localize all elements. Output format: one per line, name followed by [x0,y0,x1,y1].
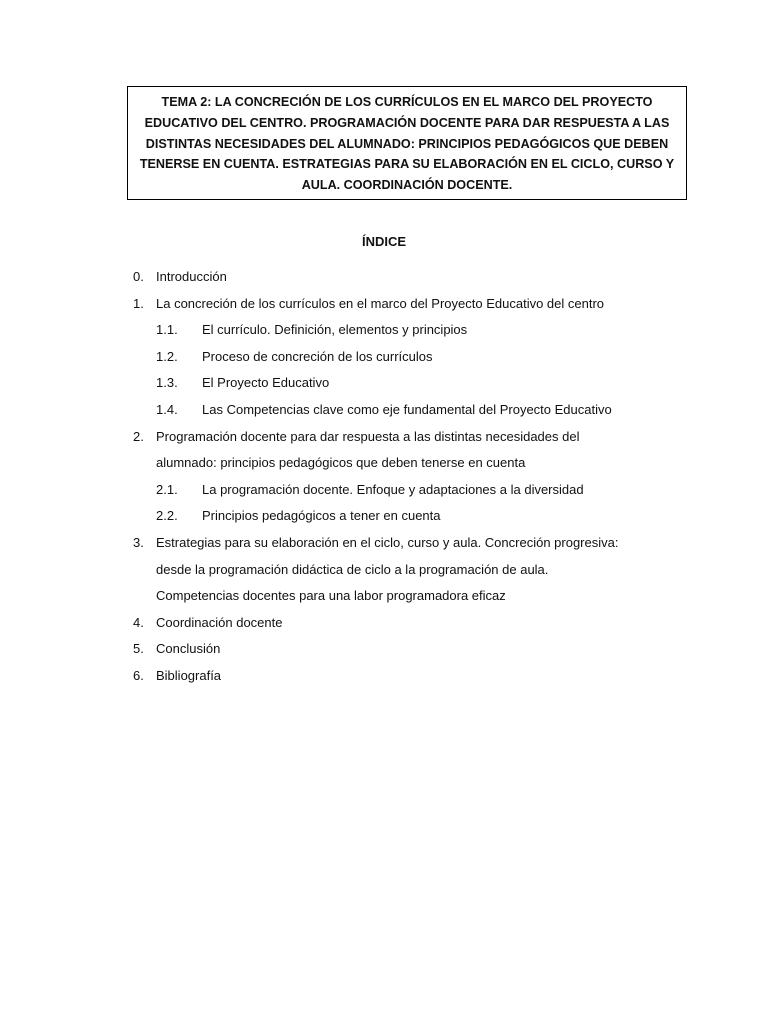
toc-entry-text: Conclusión [156,641,221,657]
title-line: TEMA 2: LA CONCRECIÓN DE LOS CURRÍCULOS EN EL MARCO DEL PROYECTO [161,95,653,109]
toc-entry-text: Principios pedagógicos a tener en cuenta [202,508,441,524]
document-title-box [127,86,687,200]
toc-entry-number: 1.3. [156,375,178,391]
toc-entry-text: alumnado: principios pedagógicos que deben tenerse en cuenta [156,455,526,471]
toc-entry-text: Proceso de concreción de los currículos [202,348,433,364]
title-line: AULA. COORDINACIÓN DOCENTE. [301,178,513,193]
toc-entry-number: 3. [133,535,144,550]
toc-entry-text: El currículo. Definición, elementos y principios [202,322,468,338]
toc-entry-text: Las Competencias clave como eje fundamental del Proyecto Educativo [202,402,612,417]
toc-entry-text: El Proyecto Educativo [202,375,330,391]
toc-entry-number: 1.4. [156,402,178,417]
toc-entry-text: Estrategias para su elaboración en el ciclo, curso y aula. Concreción progresiva: [156,535,619,550]
toc-entry-number: 4. [133,614,144,630]
toc-entry-text: Competencias docentes para una labor programadora eficaz [156,588,506,604]
toc-entry-number: 6. [133,668,144,683]
toc-entry-number: 2.2. [156,508,178,524]
toc-entry-text: Bibliografía [156,668,222,683]
title-line: DISTINTAS NECESIDADES DEL ALUMNADO: PRINCIPIOS PEDAGÓGICOS QUE DEBEN [145,136,669,151]
toc-entry-text: desde la programación didáctica de ciclo a la programación de aula. [156,561,549,577]
toc-entry-number: 1. [133,295,144,311]
toc-entry-text: Coordinación docente [156,614,283,630]
toc-entry-text: La concreción de los currículos en el marco del Proyecto Educativo del centro [156,295,605,311]
toc-entry-number: 1.1. [156,322,178,338]
toc-entry-text: La programación docente. Enfoque y adaptaciones a la diversidad [202,481,584,497]
toc-entry-number: 2. [133,428,144,444]
index-heading: ÍNDICE [361,234,407,249]
title-line: TENERSE EN CUENTA. ESTRATEGIAS PARA SU ELABORACIÓN EN EL CICLO, CURSO Y [139,157,675,172]
toc-entry-number: 0. [133,269,144,284]
title-line: EDUCATIVO DEL CENTRO. PROGRAMACIÓN DOCENTE PARA DAR RESPUESTA A LAS [144,115,670,130]
toc-entry-number: 1.2. [156,348,178,364]
toc-entry-number: 2.1. [156,481,178,497]
toc-entry-number: 5. [133,641,144,657]
toc-entry-text: Programación docente para dar respuesta a las distintas necesidades del [156,428,580,444]
toc-entry-text: Introducción [156,269,227,284]
